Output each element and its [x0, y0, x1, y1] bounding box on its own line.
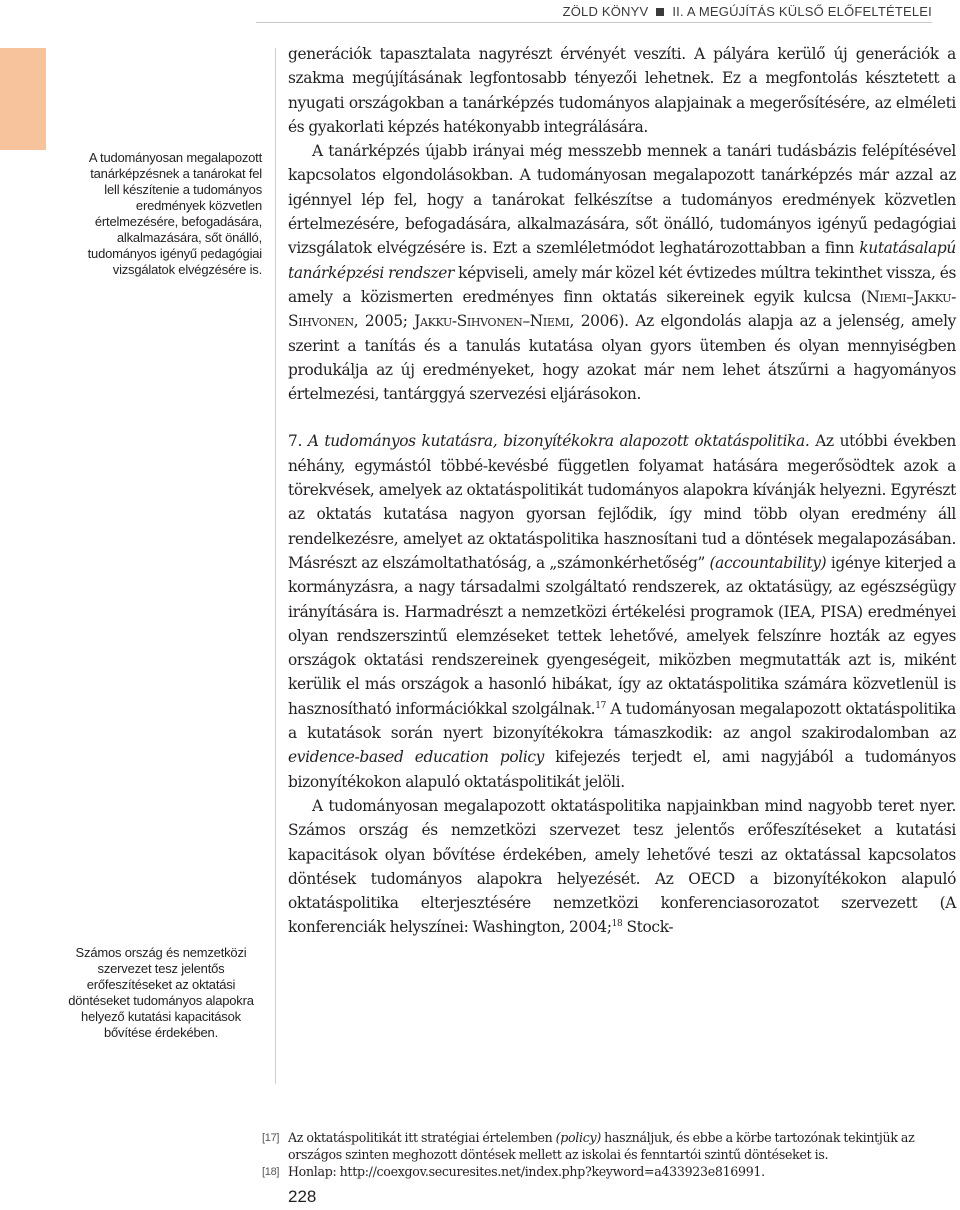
square-bullet-icon [656, 8, 664, 16]
italic-term: kutatásalapú tanárképzési rendszer [288, 239, 956, 282]
footnote-ref-17[interactable]: 17 [595, 700, 606, 711]
page-number: 228 [288, 1187, 317, 1206]
section-7: 7. A tudományos kutatásra, bizonyítékokra alapozott oktatáspolitika. Az utóbbi években néhány, egymástól többé-kevésbé független folyamat hatására megerősödtek azok a törekvések, amelyek az oktatáspolitikát tudományos alapokra kívánják helyezni. Egyrészt az oktatás kutatása nagyon gyorsan fejlődik, így mind több olyan eredmény áll rendelkezésre, amelyet az oktatáspolitika hasznosítani tud a döntések megalapozásában. Másrészt az elszámoltathatóság, a „számonkérhetőség” (accountability) igénye kiterjed a kormányzásra, a nagy társadalmi szolgáltató rendszerek, az oktatásügy, az egészségügy irányítására is. Harmadrészt a nemzetközi értékelési programok (IEA, PISA) eredményei olyan rendszerszintű elemzéseket tettek lehetővé, amelyek felszínre hozták az egyes országok oktatási rendszereinek gyengeségeit, miközben megmutatták azt is, miként kerülik el más országok a hasonló hibákat, így az oktatáspolitika számára közvetlenül is hasznosítható információkkal szolgálnak.$^{17}$ A tudományosan megalapozott oktatáspolitika a kutatások során nyert bizonyítékokra támaszkodik: az angol szakirodalomban az evidence-based education policy kifejezés terjedt el, ami nagyjából a tudományos bizonyítékokon alapuló oktatáspolitikát jelöli. [288, 432, 956, 791]
paragraph-4: A tudományosan megalapozott oktatáspolitika napjainkban mind nagyobb teret nyer. Számos ország és nemzetközi szervezet tesz jelentős erőfeszítéseket a kutatási kapacitások olyan bővítése érdekében, amely lehetővé teszi az oktatással kapcsolatos döntések tudományos alapokra helyezését. Az OECD a bizonyítékokon alapuló oktatáspolitika elterjesztésére nemzetközi konferenciasorozatot szervezett (A konferenciák helyszínei: Washington, 2004;$^{18}$ Stock- [288, 796, 956, 937]
margin-note-1: A tudományosan megalapozott tanárképzésnek a tanárokat fel lell készítenie a tudományos eredmények közvetlen értelmezésére, befogadására, alkalmazására, sőt önálló, tudományos igényű pedagógiai vizsgálatok elvégzésére is. [87, 150, 262, 277]
chapter-color-tab [0, 48, 46, 150]
footnote-18 [262, 1163, 956, 1181]
chapter-title: II. A MEGÚJÍTÁS KÜLSŐ ELŐFELTÉTELEI [672, 4, 932, 19]
footnote-ref-18[interactable]: 18 [611, 919, 623, 930]
paragraph-2: A tanárképzés újabb irányai még messzebb mennek a tanári tudásbázis felépítésével kapcsolatos elgondolásokban. A tudományosan megalapozott tanárképzés már azzal az igénnyel lép fel, hogy a tanárokat felkészítse a tudományos eredmények közvetlen értelmezésére, befogadására, alkalmazására, sőt önálló, tudományos igényű pedagógiai vizsgálatok elvégzésére is. Ezt a szemléletmódot leghatározottabban a finn kutatásalapú tanárképzési rendszer képviseli, amely már közel két évtizedes múltra tekinthet vissza, és amely a közismerten eredményes finn oktatás sikereinek egyik kulcsa (Niemi–Jakku-Sihvonen, 2005; Jakku-Sihvonen–Niemi, 2006). Az elgondolás alapja az a jelenség, amely szerint a tanítás és a tanulás kutatása olyan gyors ütemben és olyan mennyiségben produkálja az új eredményeket, hogy azokat már nem lehet átszűrni a hagyományos értelmezési, tantárggyá szervezési eljárásokon. [288, 142, 956, 404]
footnote-text: Az oktatáspolitikát itt stratégiai értelemben (policy) használjuk, és ebbe a körbe tartozónak tekintjük az országos szinten meghozott döntések mellett az iskolai és fenntartói szintű döntéseket is. [288, 1130, 915, 1162]
section-number: 7. [288, 432, 302, 451]
margin-divider [275, 48, 276, 1084]
header-rule [256, 22, 932, 23]
citation-2: Jakku-Sihvonen–Niemi [414, 312, 570, 331]
main-text [288, 42, 956, 940]
footnote-17 [262, 1129, 956, 1163]
margin-note-2: Számos ország és nemzetközi szervezet tesz jelentős erőfeszítéseket az oktatási döntéseket tudományos alapokra helyező kutatási kapacitások bővítése érdekében. [68, 945, 254, 1040]
footnotes [262, 1129, 956, 1181]
citation-1: Niemi–Jakku-Sihvonen [288, 287, 956, 331]
book-title: ZÖLD KÖNYV [562, 4, 649, 19]
footnote-number: [17] [262, 1132, 280, 1144]
running-header [563, 4, 932, 19]
paragraph-1: generációk tapasztalata nagyrészt érvényét veszíti. A pályára kerülő új generációk a szakma megújításának legfontosabb tényezői lehetnek. Ez a megfontolás késztetett a nyugati országokban a tanárképzés tudományos alapjainak a megerősítésére, az elméleti és gyakorlati képzés hatékonyabb integrálására. [288, 45, 956, 136]
footnote-number: [18] [262, 1166, 280, 1178]
section-title: A tudományos kutatásra, bizonyítékokra alapozott oktatáspolitika. [307, 432, 810, 451]
footnote-link[interactable]: Honlap: http://coexgov.securesites.net/index.php?keyword=a433923e816991. [288, 1164, 765, 1179]
